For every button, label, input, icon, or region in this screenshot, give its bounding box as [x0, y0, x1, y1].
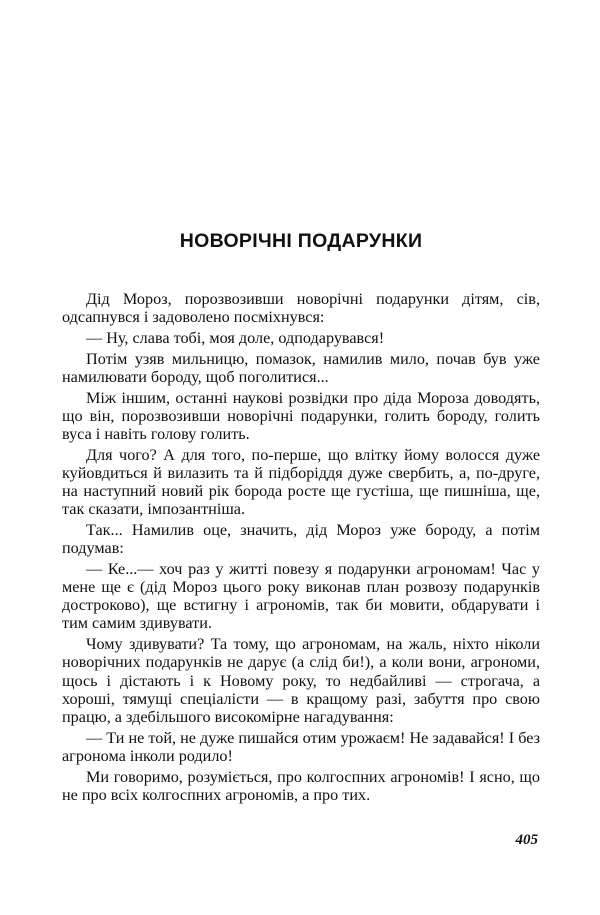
paragraph-2: — Ну, слава тобі, моя доле, одподарувався! [86, 328, 385, 347]
page-title: НОВОРІЧНІ ПОДАРУНКИ [179, 230, 423, 252]
paragraph-6: Так... Намилив оце, значить, дід Мороз уже бороду, а потім подумав: [62, 520, 540, 558]
paragraph-7: — Ке...— хоч раз у житті повезу я подарунки агрономам! Час у мене ще є (дід Мороз цього року виконав план розвозу подарунків достроково), ще встигну і агрономів, так би мовити, обдарувати і тим самим здивувати. [62, 559, 540, 633]
story-text [62, 290, 540, 806]
paragraph-1: Дід Мороз, порозвозивши новорічні подарунки дітям, сів, одсапнувся і задоволено посміхнувся: [62, 290, 540, 327]
paragraph-3: Потім узяв мильницю, помазок, намилив мило, почав був уже намилювати бороду, щоб поголитися... [62, 349, 540, 386]
paragraph-5: Для чого? А для того, по-перше, що влітку йому волосся дуже куйовдиться й вилазить та й підборіддя дуже свербить, а, по-друге, на наступний новий рік борода росте ще густіша, ще пишніша, ще, так сказати, імпозантніша. [62, 445, 540, 519]
page-number: 405 [515, 832, 538, 848]
paragraph-8: Чому здивувати? Та тому, що агрономам, на жаль, ніхто ніколи новорічних подарунків не дарує (а слід би!), а коли вони, агрономи, щось і дістають і к Новому року, то недбайливі — строгача, а хороші, тямущі спеціалісти — в кращому разі, забуття про свою працю, а здебільшого високомірне нагадування: [62, 635, 540, 726]
paragraph-10: Ми говоримо, розуміється, про колгоспних агрономів! І ясно, що не про всіх колгоспних агрономів, а про тих. [62, 767, 540, 804]
paragraph-9: — Ти не той, не дуже пишайся отим урожаєм! Не задавайся! І без агронома інколи родило! [62, 728, 540, 765]
paragraph-4: Між іншим, останні наукові розвідки про діда Мороза доводять, що він, порозвозивши новорічні подарунки, голить бороду, голить вуса і навіть голову голить. [62, 388, 540, 443]
book-page [62, 0, 540, 915]
